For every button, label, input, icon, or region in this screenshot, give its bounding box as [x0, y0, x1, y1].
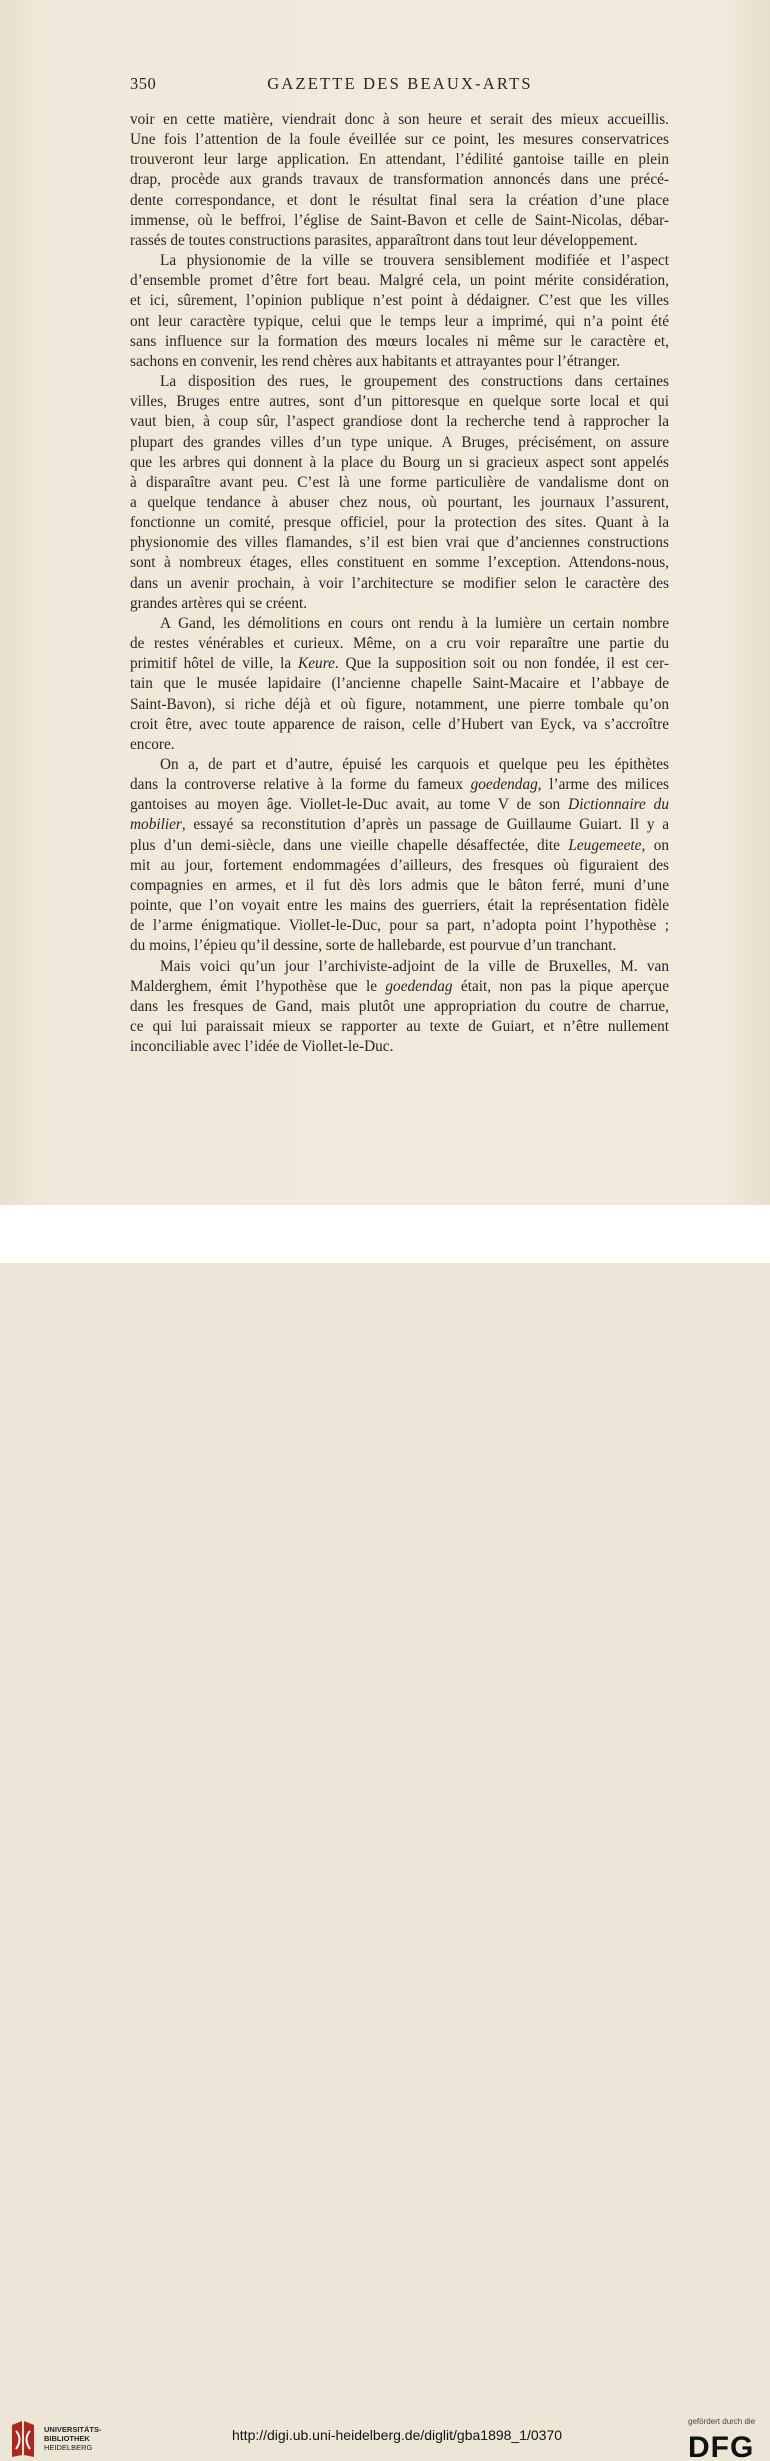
- funding-credit: gefördert durch die: [688, 2417, 756, 2426]
- text-line: voir en cette matière, viendrait donc à son heure et serait des mieux accueillis.: [130, 111, 669, 128]
- text-line: fonctionne un comité, presque officiel, pour la protection des sites. Quant à la: [130, 514, 669, 532]
- text-line: que les arbres qui donnent à la place du Bourg un si gracieux aspect sont appelés: [130, 453, 669, 471]
- text-line: d’ensemble promet d’être fort beau. Malgré cela, un point mérite considération,: [130, 272, 669, 290]
- text-line: vaut bien, à coup sûr, l’aspect grandiose dont la recherche tend à rapprocher la: [130, 413, 669, 431]
- text-line: à disparaître avant peu. C’est là une forme particulière de vandalisme dont on: [130, 473, 669, 491]
- paragraph: [130, 957, 669, 1058]
- text-line: tain que le musée lapidaire (l’ancienne chapelle Saint-Macaire et l’abbaye de: [130, 675, 669, 693]
- article-body: [130, 110, 669, 1057]
- permalink-link[interactable]: http://digi.ub.uni-heidelberg.de/diglit/gba1898_1/0370: [232, 2427, 563, 2443]
- running-title: GAZETTE DES BEAUX-ARTS: [267, 74, 533, 93]
- text-line: sont à nombreux étages, elles constituent en somme l’exception. Attendons-nous,: [130, 554, 669, 572]
- university-library-logo-icon: [8, 2419, 38, 2459]
- text-line: inconciliable avec l’idée de Viollet-le-Duc.: [130, 1038, 394, 1056]
- text-line: pointe, que l’on voyait entre les mains des guerriers, était la représentation fidèle: [130, 897, 669, 915]
- text-line: trouveront leur large application. En attendant, l’édilité gantoise taille en plein: [130, 151, 669, 169]
- text-line: Saint-Bavon), si riche déjà et où figure, notamment, une pierre tombale qu’on: [130, 695, 669, 713]
- text-line: du moins, l’épieu qu’il dessine, sorte de hallebarde, est pourvue d’un tranchant.: [130, 937, 617, 955]
- text-line: primitif hôtel de ville, la Keure. Que la supposition soit ou non fondée, il est cer-: [130, 655, 669, 673]
- viewer-footer: [0, 1205, 770, 2461]
- paragraph: [130, 755, 669, 957]
- scanned-page: [0, 0, 770, 1205]
- text-line: sachons en convenir, les rend chères aux habitants et attrayantes pour l’étranger.: [130, 352, 620, 370]
- text-line: compagnies en armes, et il fut dès lors admis que le bâton ferré, muni d’une: [130, 876, 669, 894]
- text-line: de restes vénérables et curieux. Même, on a cru voir reparaître une partie du: [130, 635, 669, 653]
- permalink[interactable]: [232, 2427, 562, 2443]
- text-line: La physionomie de la ville se trouvera sensiblement modifiée et l’aspect: [160, 252, 669, 270]
- dfg-logo-text: DFG: [688, 2431, 755, 2461]
- paragraph: [130, 251, 669, 372]
- text-line: dente correspondance, et dont le résultat final sera la création d’une place: [130, 191, 669, 209]
- dfg-logo-icon: [686, 2431, 760, 2461]
- paragraph: [130, 110, 669, 251]
- text-line: La disposition des rues, le groupement des constructions dans certaines: [160, 373, 669, 391]
- page-number: 350: [130, 74, 157, 93]
- text-line: de l’arme énigmatique. Viollet-le-Duc, pour sa part, n’adopta point l’hypothèse ;: [130, 917, 669, 935]
- paragraph: [130, 614, 669, 755]
- text-line: drap, procède aux grands travaux de transformation annoncés dans une précé-: [130, 171, 669, 189]
- text-line: encore.: [130, 735, 175, 753]
- text-line: mit au jour, fortement endommagées d’ailleurs, des fresques où figuraient des: [130, 856, 669, 874]
- library-city: HEIDELBERG: [44, 2443, 93, 2452]
- text-line: dans un avenir prochain, à voir l’architecture se modifier selon le caractère des: [130, 574, 669, 592]
- library-name: [44, 2425, 102, 2452]
- text-line: villes, Bruges entre autres, sont d’un pittoresque en quelque sorte local et qui: [130, 393, 669, 411]
- text-line: croit être, avec toute apparence de raison, celle d’Hubert van Eyck, va s’accroître: [130, 715, 669, 733]
- page-header: [130, 74, 670, 94]
- text-line: et ici, sûrement, l’opinion publique n’est point à dédaigner. C’est que les villes: [130, 292, 669, 310]
- text-line: sans influence sur la formation des mœurs locales ni même sur le caractère et,: [130, 332, 669, 350]
- text-line: dans la controverse relative à la forme du fameux goedendag, l’arme des milices: [130, 776, 669, 794]
- text-line: gantoises au moyen âge. Viollet-le-Duc avait, au tome V de son Dictionnaire du: [130, 796, 669, 814]
- text-line: immense, où le beffroi, l’église de Saint-Bavon et celle de Saint-Nicolas, débar-: [130, 211, 669, 229]
- text-line: dans les fresques de Gand, mais plutôt une appropriation du coutre de charrue,: [130, 997, 669, 1015]
- text-line: grandes artères qui se créent.: [130, 594, 308, 612]
- text-line: On a, de part et d’autre, épuisé les carquois et quelque peu les épithètes: [160, 756, 669, 773]
- text-line: Mais voici qu’un jour l’archiviste-adjoint de la ville de Bruxelles, M. van: [160, 957, 669, 975]
- text-line: plus d’un demi-siècle, dans une vieille chapelle désaffectée, dite Leugemeete, on: [130, 836, 669, 854]
- text-line: Une fois l’attention de la foule éveillée sur ce point, les mesures conservatrices: [130, 131, 669, 149]
- text-line: ce qui lui paraissait mieux se rapporter au texte de Guiart, et n’être nullement: [130, 1018, 669, 1036]
- paragraph: [130, 372, 669, 614]
- library-name-line-2: BIBLIOTHEK: [44, 2434, 90, 2443]
- text-line: A Gand, les démolitions en cours ont rendu à la lumière un certain nombre: [160, 614, 669, 632]
- text-line: mobilier, essayé sa reconstitution d’après un passage de Guillaume Guiart. Il y a: [130, 816, 669, 834]
- text-line: ont leur caractère typique, celui que le temps leur a imprimé, qui n’a point été: [130, 312, 669, 330]
- library-name-line-1: UNIVERSITÄTS-: [44, 2425, 102, 2434]
- text-line: Malderghem, émit l’hypothèse que le goedendag était, non pas la pique aperçue: [130, 977, 669, 995]
- text-line: a quelque tendance à abuser chez nous, où pourtant, les journaux l’assurent,: [130, 493, 669, 511]
- text-line: plupart des grandes villes d’un type unique. A Bruges, précisément, on assure: [130, 433, 669, 451]
- text-line: rassés de toutes constructions parasites, apparaîtront dans tout leur développement.: [130, 231, 638, 249]
- text-line: physionomie des villes flamandes, s’il est bien vrai que d’anciennes constructions: [130, 534, 669, 552]
